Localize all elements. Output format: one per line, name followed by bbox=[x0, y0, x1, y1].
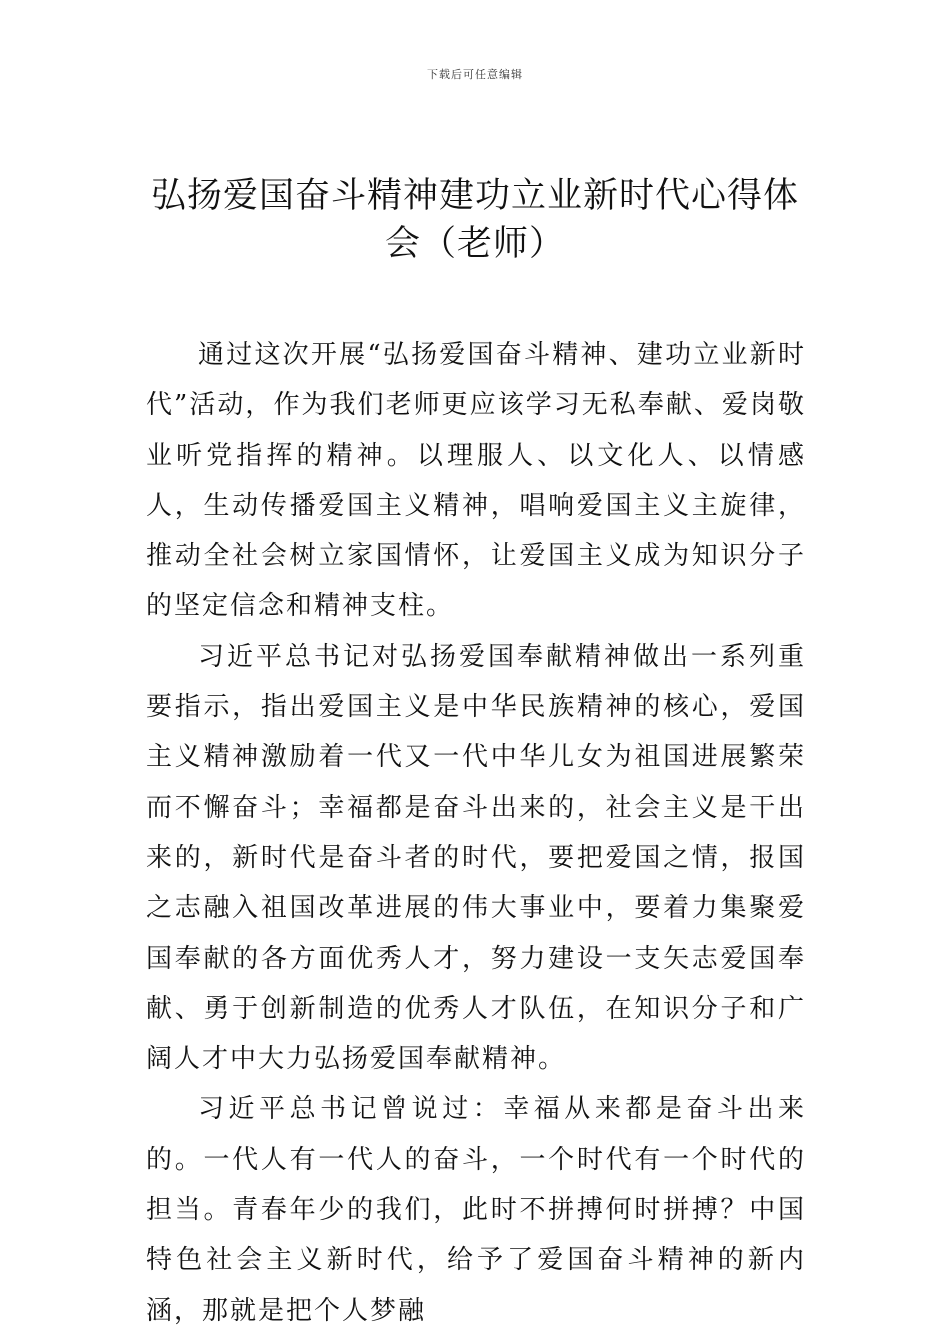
document-body bbox=[146, 330, 806, 1336]
document-title: 弘扬爱国奋斗精神建功立业新时代心得体会（老师） bbox=[150, 176, 799, 264]
header-note: 下载后可任意编辑 bbox=[427, 68, 523, 81]
paragraph-1: 通过这次开展“弘扬爱国奋斗精神、建功立业新时代”活动，作为我们老师更应该学习无私奉献、爱岗敬业听党指挥的精神。以理服人、以文化人、以情感人，生动传播爱国主义精神，唱响爱国主义主旋律，推动全社会树立家国情怀，让爱国主义成为知识分子的坚定信念和精神支柱。 bbox=[146, 340, 806, 622]
paragraph-2: 习近平总书记对弘扬爱国奉献精神做出一系列重要指示，指出爱国主义是中华民族精神的核心，爱国主义精神激励着一代又一代中华儿女为祖国进展繁荣而不懈奋斗；幸福都是奋斗出来的，社会主义是干出来的，新时代是奋斗者的时代，要把爱国之情，报国之志融入祖国改革进展的伟大事业中，要着力集聚爱国奉献的各方面优秀人才，努力建设一支矢志爱国奉献、勇于创新制造的优秀人才队伍，在知识分子和广阔人才中大力弘扬爱国奉献精神。 bbox=[146, 641, 806, 1075]
paragraph-3: 习近平总书记曾说过：幸福从来都是奋斗出来的。一代人有一代人的奋斗，一个时代有一个时代的担当。青春年少的我们，此时不拼搏何时拼搏？中国特色社会主义新时代，给予了爱国奋斗精神的新内涵，那就是把个人梦融 bbox=[146, 1094, 806, 1326]
